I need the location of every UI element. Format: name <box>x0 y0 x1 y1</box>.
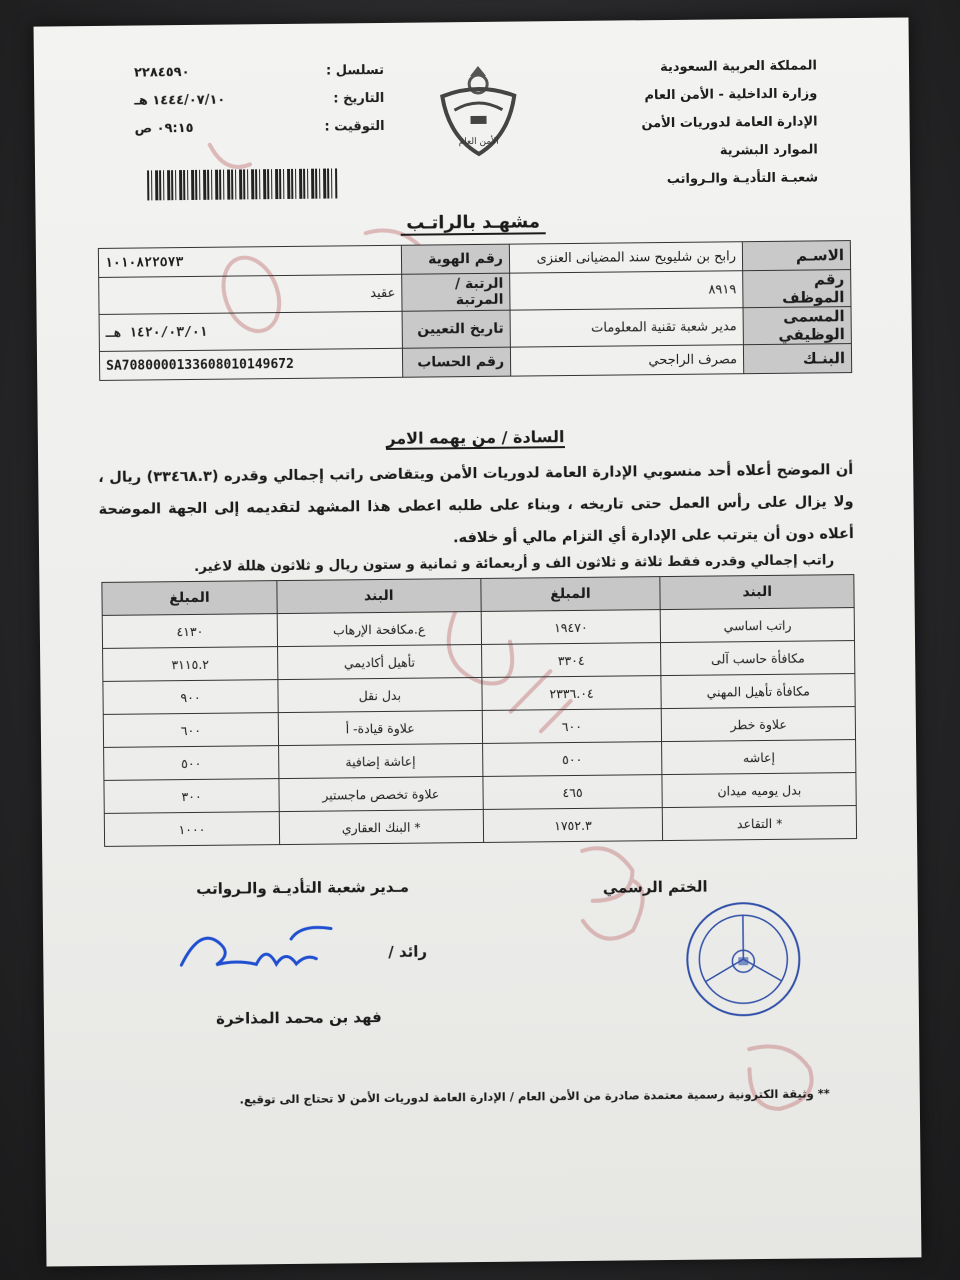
org-line-country: المملكة العربية السعودية <box>660 58 818 76</box>
item-amount: ٤١٣٠ <box>102 614 277 649</box>
salary-items-table <box>101 574 857 847</box>
id-value: ١٠١٠٨٢٢٥٧٣ <box>98 245 401 277</box>
document-meta <box>134 57 385 144</box>
table-row <box>104 806 856 847</box>
item-amount: ٣٣٠٤ <box>481 643 661 678</box>
item-amount: ١٩٤٧٠ <box>481 610 661 645</box>
rank-label: الرتبة / المرتبة <box>402 273 510 311</box>
item-name: ع.مكافحة الإرهاب <box>277 611 481 646</box>
document-page <box>34 17 922 1266</box>
certificate-body: أن الموضح أعلاه أحد منسوبي الإدارة العامة لدوريات الأمن ويتقاضى راتب إجمالي وقدره (٣٣٤٦٨.٣) ريال ، ولا يزال على رأس العمل حتى تاريخه ، وبناء على طلبه اعطى هذا المشهد لتقديمه إلى الجهة الموضحة أعلاه دون أن يترتب على الإدارة أي التزام مالي أو خلافه. <box>98 462 854 547</box>
col-amount-right: المبلغ <box>480 577 660 612</box>
bank-label: البنـك <box>743 344 851 374</box>
stamp-label: الختم الرسمي <box>602 877 708 897</box>
date-label: التاريخ : <box>333 90 385 107</box>
serial-value: ٢٢٨٤٥٩٠ <box>133 64 190 81</box>
item-amount: ١٧٥٢.٣ <box>483 808 663 843</box>
name-value: رابح بن شليويح سند المضيانى العنزى <box>509 242 742 273</box>
employee-number-label: رقم الموظف <box>743 270 851 308</box>
item-amount: ٥٠٠ <box>482 742 662 777</box>
col-item-right: البند <box>660 575 854 610</box>
electronic-document-note: ** وثيقة الكترونية رسمية معتمدة صادرة من الأمن العام / الإدارة العامة لدوريات الأمن لا تحتاج الى توقيع. <box>239 1086 830 1107</box>
item-amount: ٥٠٠ <box>104 746 279 781</box>
item-name: إعاشه <box>662 740 856 775</box>
organization-header <box>517 52 818 195</box>
item-name: تأهيل أكاديمي <box>278 644 482 679</box>
col-item-left: البند <box>277 578 481 613</box>
public-security-logo <box>436 58 521 159</box>
item-name: علاوة خطر <box>662 707 856 742</box>
col-amount-left: المبلغ <box>102 581 277 616</box>
job-title-label: المسمى الوظيفي <box>743 307 851 345</box>
serial-label: تسلسل : <box>325 62 385 79</box>
job-title-value: مدير شعبة تقنية المعلومات <box>510 308 743 347</box>
org-line-division: شعبـة التأديـة والـرواتب <box>666 170 819 187</box>
salutation: السادة / من يهمه الامر <box>386 427 565 448</box>
item-amount: ٣٠٠ <box>104 779 279 814</box>
manager-name: فهد بن محمد المذاخرة <box>216 1008 382 1028</box>
item-name: راتب اساسي <box>661 608 855 643</box>
total-in-words: راتب إجمالي وقدره فقط ثلاثة و ثلاثون الف و أربعمائة و ثمانية و ستون ريال و ثلاثون هللة لاغير. <box>194 552 835 575</box>
item-name: إعاشة إضافية <box>279 743 483 778</box>
account-value: SA7080000133608010149672 <box>99 348 402 380</box>
rank-value: عقيد <box>99 274 402 314</box>
employee-number-value: ٨٩١٩ <box>510 271 743 310</box>
org-line-directorate: الإدارة العامة لدوريات الأمن <box>641 114 818 132</box>
bank-value: مصرف الراجحي <box>510 345 743 376</box>
item-name: علاوة قيادة- أ <box>278 710 482 745</box>
item-amount: ٣١١٥.٢ <box>103 647 278 682</box>
account-label: رقم الحساب <box>402 347 510 377</box>
manager-rank: رائد / <box>388 942 428 961</box>
item-name: * التقاعد <box>663 806 857 841</box>
item-name: * البنك العقاري <box>279 809 483 844</box>
item-name: مكافأة تأهيل المهني <box>661 674 855 709</box>
id-label: رقم الهوية <box>401 244 509 274</box>
item-amount: ٢٣٣٦.٠٤ <box>481 676 661 711</box>
item-name: بدل يوميه ميدان <box>662 773 856 808</box>
item-amount: ٦٠٠ <box>103 713 278 748</box>
org-line-hr: الموارد البشرية <box>719 142 818 159</box>
name-label: الاسـم <box>742 241 850 271</box>
time-label: التوقيت : <box>324 118 385 135</box>
handwritten-signature <box>171 918 372 980</box>
logo-text: الأمن العام <box>458 136 499 148</box>
item-amount: ٩٠٠ <box>103 680 278 715</box>
manager-title: مـدير شعبة التأديـة والـرواتب <box>196 877 410 898</box>
document-title: مشهـد بالراتـب <box>36 207 911 237</box>
employee-info-table <box>98 240 852 381</box>
time-value: ٠٩:١٥ ص <box>134 120 194 137</box>
hire-date-label: تاريخ التعيين <box>402 310 510 348</box>
hire-date-value: ١٤٢٠/٠٣/٠١ هـ <box>99 311 402 351</box>
item-amount: ١٠٠٠ <box>104 812 279 847</box>
item-amount: ٦٠٠ <box>482 709 662 744</box>
org-line-ministry: وزارة الداخلية - الأمن العام <box>644 86 818 104</box>
official-stamp <box>683 899 804 1020</box>
barcode <box>147 168 337 200</box>
item-name: بدل نقل <box>278 677 482 712</box>
item-name: علاوة تخصص ماجستير <box>279 776 483 811</box>
item-name: مكافأة حاسب آلى <box>661 641 855 676</box>
item-amount: ٤٦٥ <box>482 775 662 810</box>
date-value: ١٤٤٤/٠٧/١٠ هـ <box>134 92 226 109</box>
